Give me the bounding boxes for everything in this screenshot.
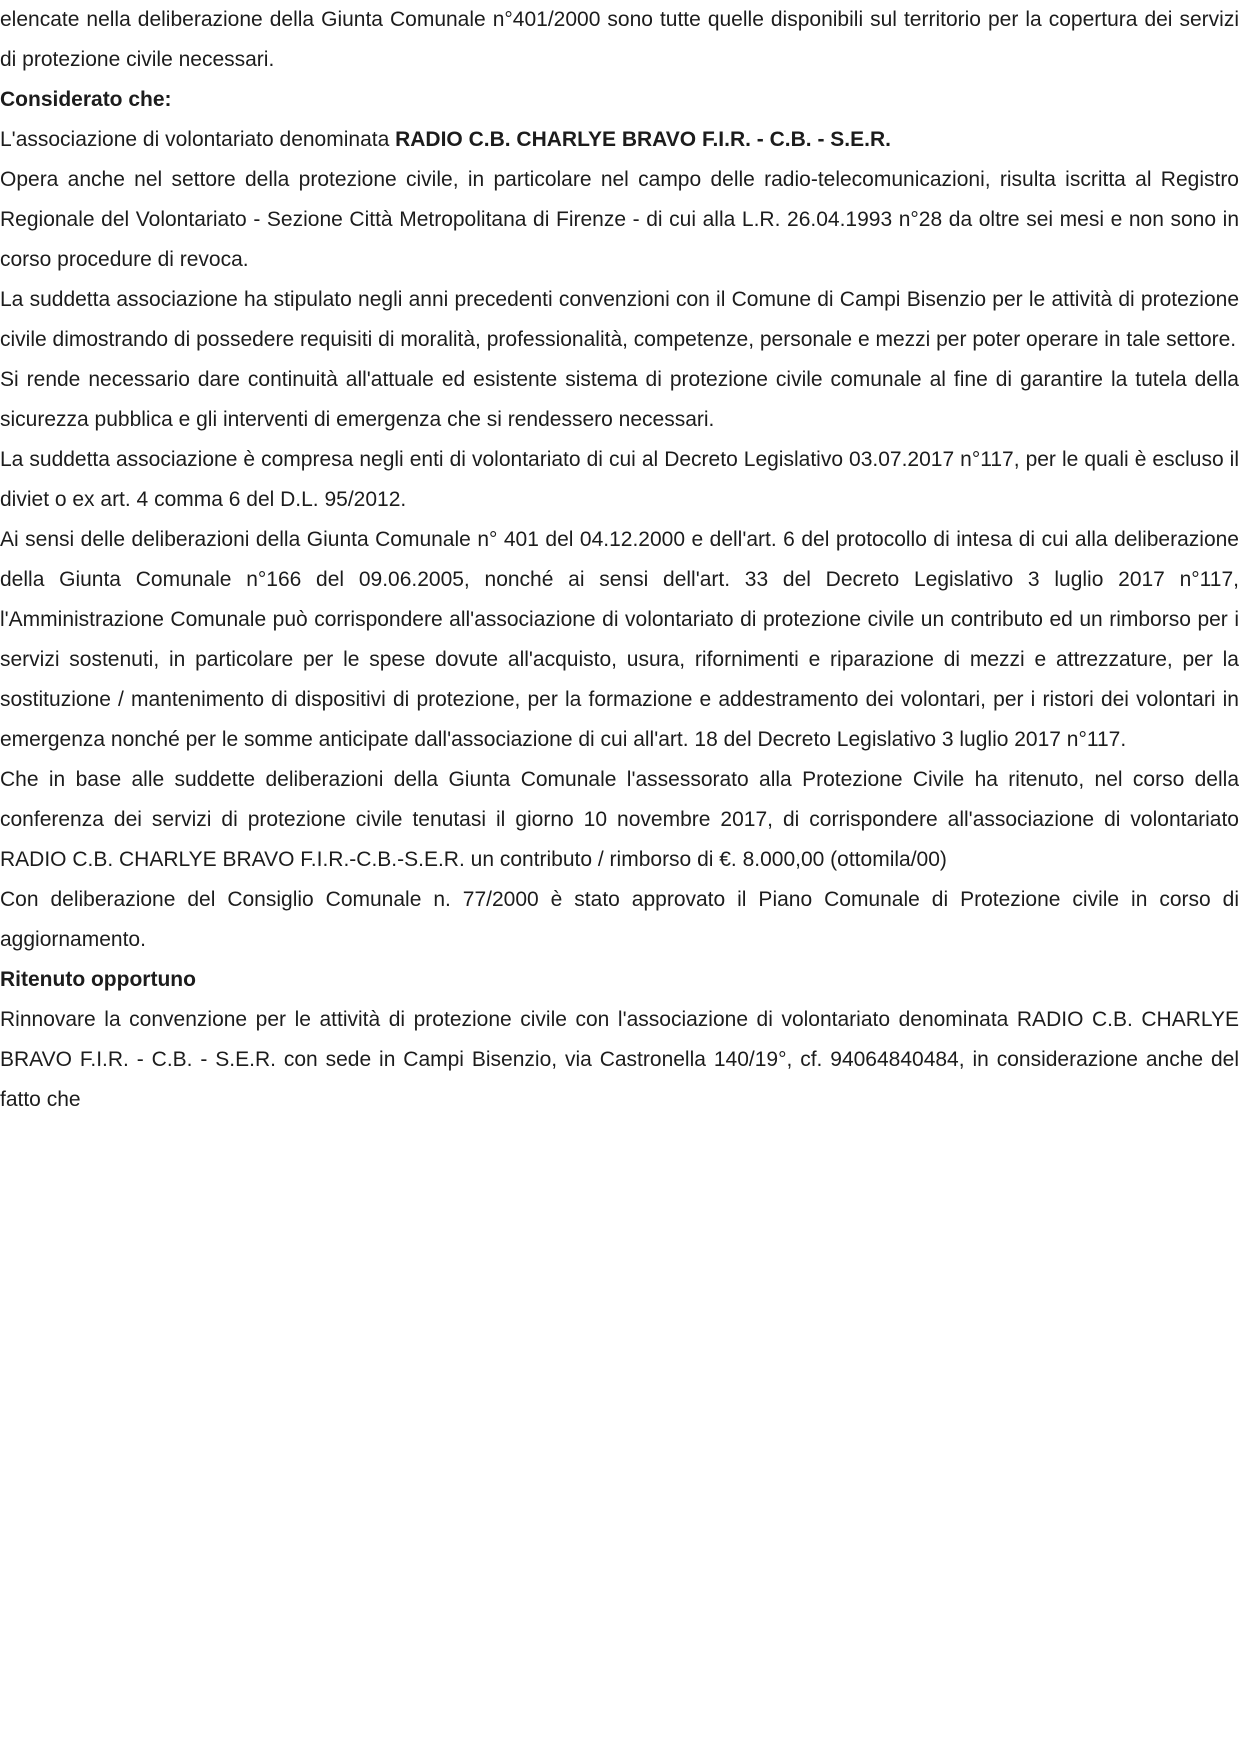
ritenuto-bullet-list xyxy=(0,1000,1239,1120)
section-heading-ritenuto: Ritenuto opportuno xyxy=(0,968,196,991)
bullet-item-piano-comunale xyxy=(0,880,1239,960)
bullet-item-enti-volontariato xyxy=(0,440,1239,520)
bullet-text: Che in base alle suddette deliberazioni della Giunta Comunale l'assessorato alla Protezione Civile ha ritenuto, nel corso della conferenza dei servizi di protezione civile tenutasi il giorno 10 novembre 2017, di corrispondere all'associazione di volontariato RADIO C.B. CHARLYE BRAVO F.I.R.-C.B.-S.E.R. un contributo / rimborso di €. 8.000,00 (ottomila/00) xyxy=(0,768,1239,871)
bullet-item-convenzioni xyxy=(0,280,1239,360)
section-heading-considerato: Considerato che: xyxy=(0,88,172,111)
bullet-item-opera xyxy=(0,160,1239,280)
bullet-text: La suddetta associazione è compresa negli enti di volontariato di cui al Decreto Legislativo 03.07.2017 n°117, per le quali è escluso il diviet o ex art. 4 comma 6 del D.L. 95/2012. xyxy=(0,448,1239,511)
opening-paragraph: elencate nella deliberazione della Giunta Comunale n°401/2000 sono tutte quelle disponibili sul territorio per la copertura dei servizi di protezione civile necessari. xyxy=(0,8,1239,71)
bullet-item-continuita xyxy=(0,360,1239,440)
considerato-bullet-list xyxy=(0,160,1239,960)
bullet-text: Rinnovare la convenzione per le attività di protezione civile con l'associazione di volontariato denominata RADIO C.B. CHARLYE BRAVO F.I.R. - C.B. - S.E.R. con sede in Campi Bisenzio, via Castronella 140/19°, cf. 94064840484, in considerazione anche del fatto che xyxy=(0,1008,1239,1111)
bullet-text: La suddetta associazione ha stipulato negli anni precedenti convenzioni con il Comune di Campi Bisenzio per le attività di protezione civile dimostrando di possedere requisiti di moralità, professionalità, competenze, personale e mezzi per poter operare in tale settore. xyxy=(0,288,1239,351)
bullet-text: Opera anche nel settore della protezione civile, in particolare nel campo delle radio-telecomunicazioni, risulta iscritta al Registro Regionale del Volontariato - Sezione Città Metropolitana di Firenze - di cui alla L.R. 26.04.1993 n°28 da oltre sei mesi e non sono in corso procedure di revoca. xyxy=(0,168,1239,271)
association-intro-text: L'associazione di volontariato denominata xyxy=(0,128,396,151)
association-intro-line xyxy=(0,120,1239,160)
bullet-text: Ai sensi delle deliberazioni della Giunta Comunale n° 401 del 04.12.2000 e dell'art. 6 del protocollo di intesa di cui alla deliberazione della Giunta Comunale n°166 del 09.06.2005, nonché ai sensi dell'art. 33 del Decreto Legislativo 3 luglio 2017 n°117, l'Amministrazione Comunale può corrispondere all'associazione di volontariato di protezione civile un contributo ed un rimborso per i servizi sostenuti, in particolare per le spese dovute all'acquisto, usura, rifornimenti e riparazione di mezzi e attrezzature, per la sostituzione / mantenimento di dispositivi di protezione, per la formazione e addestramento dei volontari, per i ristori dei volontari in emergenza nonché per le somme anticipate dall'associazione di cui all'art. 18 del Decreto Legislativo 3 luglio 2017 n°117. xyxy=(0,528,1239,751)
bullet-item-contributo xyxy=(0,520,1239,760)
bullet-text: Si rende necessario dare continuità all'attuale ed esistente sistema di protezione civile comunale al fine di garantire la tutela della sicurezza pubblica e gli interventi di emergenza che si rendessero necessari. xyxy=(0,368,1239,431)
bullet-item-rinnovare xyxy=(0,1000,1239,1120)
bullet-text: Con deliberazione del Consiglio Comunale n. 77/2000 è stato approvato il Piano Comunale di Protezione civile in corso di aggiornamento. xyxy=(0,888,1239,951)
association-name-bold: RADIO C.B. CHARLYE BRAVO F.I.R. - C.B. - S.E.R. xyxy=(395,128,891,151)
bullet-item-assessorato xyxy=(0,760,1239,880)
